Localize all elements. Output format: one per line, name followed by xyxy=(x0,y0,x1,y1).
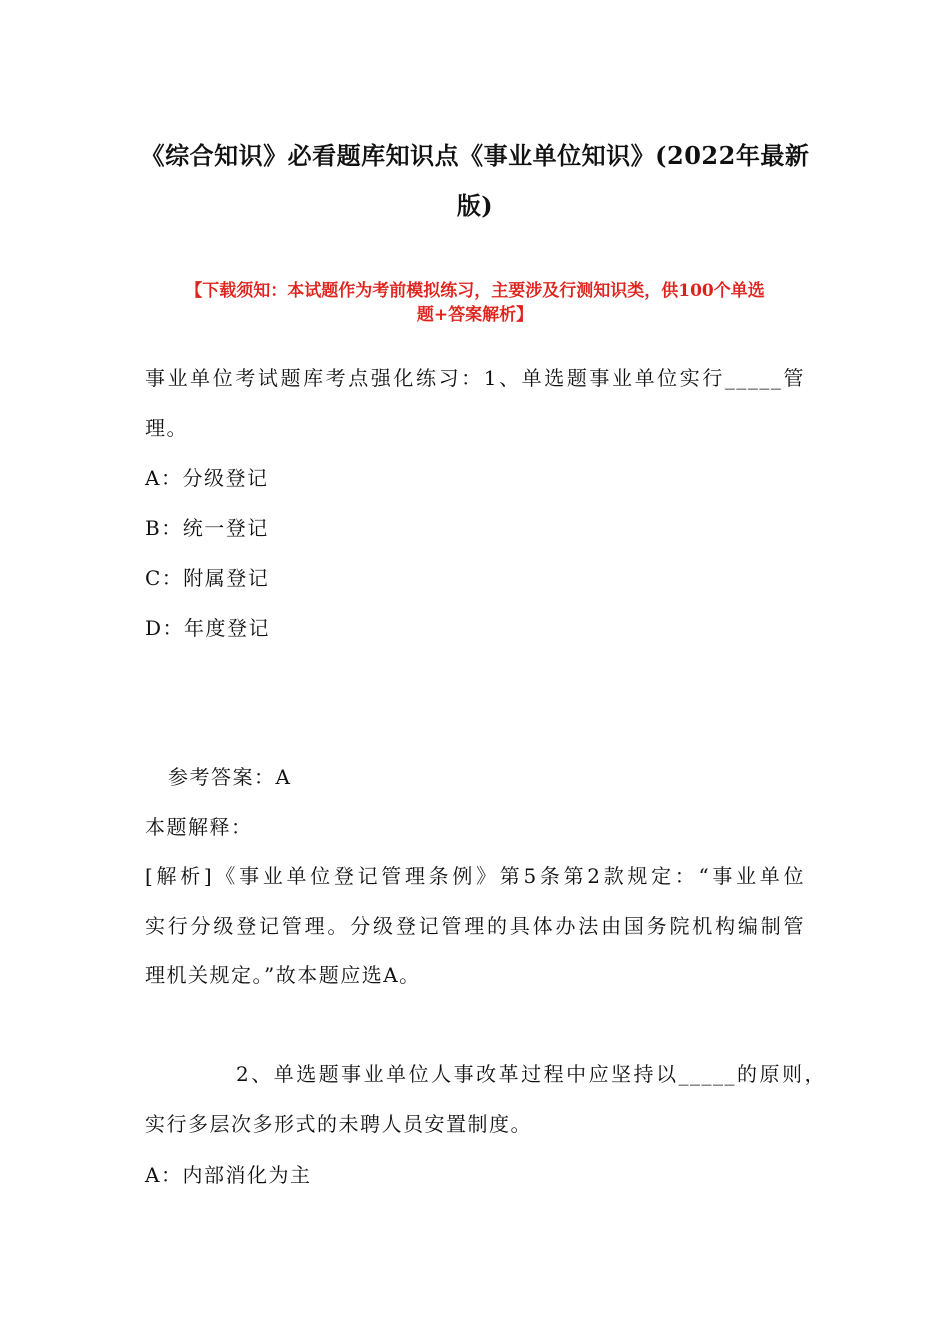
question-1-answer: 参考答案：A xyxy=(168,765,292,789)
download-notice-line-1: 【下载须知：本试题作为考前模拟练习，主要涉及行测知识类，供100个单选 xyxy=(185,281,765,301)
question-1-explanation-line-1: [解析]《事业单位登记管理条例》第5条第2款规定：“事业单位 xyxy=(145,864,805,888)
question-1-option-b: B：统一登记 xyxy=(145,516,269,540)
question-1-explanation-label: 本题解释： xyxy=(145,815,253,839)
question-1-explanation-line-2: 实行分级登记管理。分级登记管理的具体办法由国务院机构编制管 xyxy=(145,914,805,938)
question-1-option-a: A：分级登记 xyxy=(145,466,269,490)
question-1-stem-line-1: 事业单位考试题库考点强化练习：1、单选题事业单位实行_____管 xyxy=(145,366,805,390)
question-1-option-d: D：年度登记 xyxy=(145,616,271,640)
question-1-option-c: C：附属登记 xyxy=(145,566,270,590)
question-2-stem-line-2: 实行多层次多形式的未聘人员安置制度。 xyxy=(145,1112,532,1136)
question-1-explanation-line-3: 理机关规定。”故本题应选A。 xyxy=(145,963,421,987)
download-notice-line-2: 题+答案解析】 xyxy=(416,305,534,325)
question-1-stem-line-2: 理。 xyxy=(145,416,188,440)
document-title-line-1: 《综合知识》必看题库知识点《事业单位知识》(2022年最新 xyxy=(140,141,810,170)
document-title-line-2: 版) xyxy=(456,191,494,220)
question-2-stem-line-1: 2、单选题事业单位人事改革过程中应坚持以_____的原则， xyxy=(236,1062,826,1086)
question-2-option-a: A：内部消化为主 xyxy=(145,1163,312,1187)
